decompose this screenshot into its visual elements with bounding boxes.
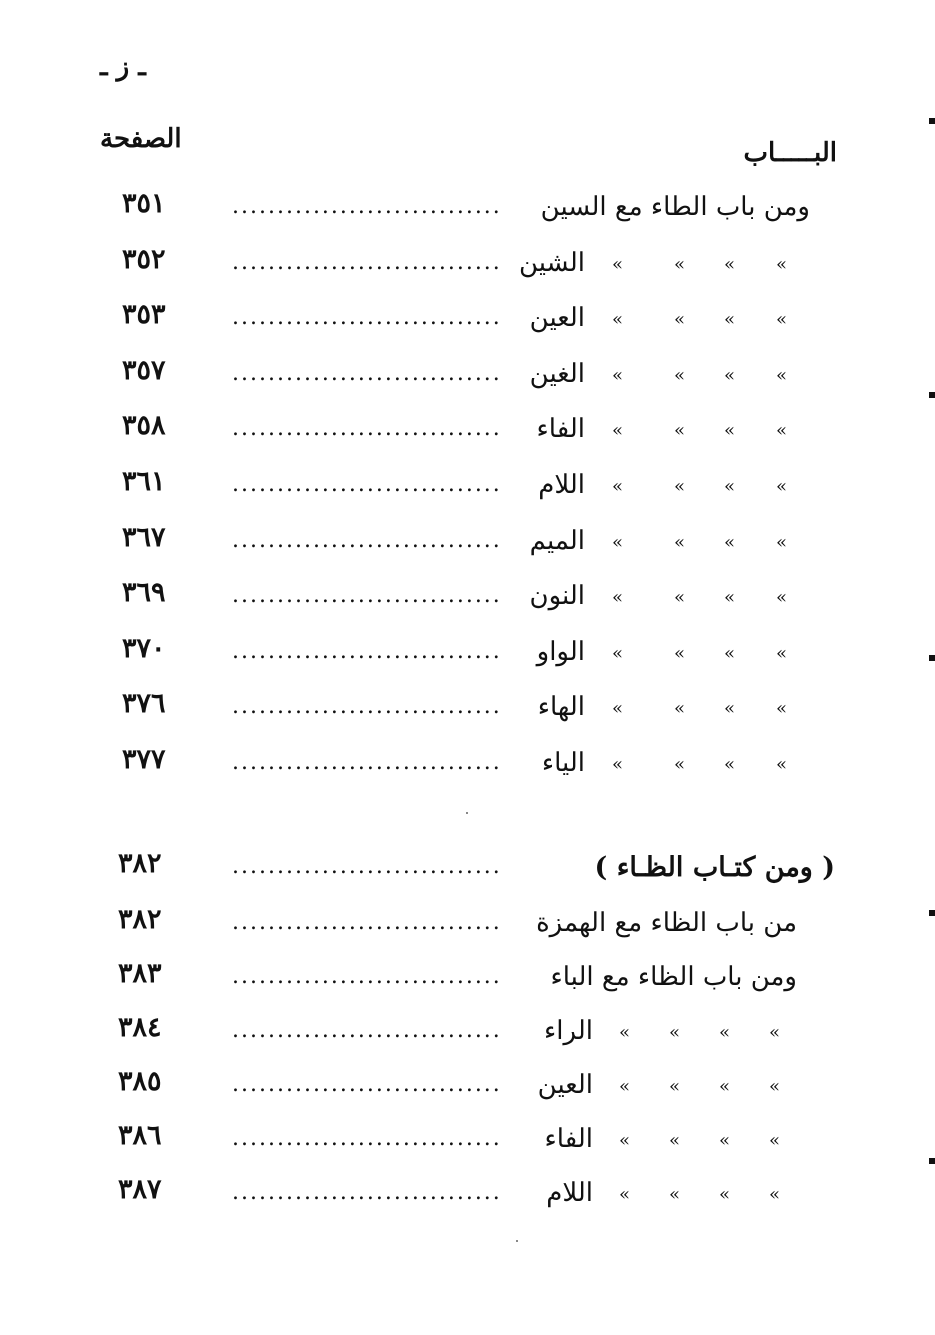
entry-title: النون [529, 581, 585, 612]
toc-row [0, 577, 935, 625]
ditto-mark: » [611, 476, 623, 497]
ditto-mark: » [775, 309, 787, 331]
ditto-mark: » [768, 1076, 780, 1097]
dot-leader: .............................. [232, 527, 502, 553]
ditto-mark: » [775, 642, 787, 664]
scan-speck [466, 812, 468, 814]
dot-leader: .............................. [232, 854, 502, 879]
page-marker: ـ ز ـ [100, 52, 146, 82]
scan-edge-mark [929, 1158, 935, 1164]
scan-edge-mark [929, 655, 935, 661]
ditto-mark: » [673, 754, 685, 775]
entry-page-number: ٣٨٦ [118, 1120, 162, 1151]
entry-title: الراء [544, 1016, 593, 1046]
ditto-mark: » [723, 642, 735, 664]
entry-page-number: ٣٥١ [122, 188, 166, 219]
ditto-mark: » [668, 1022, 680, 1043]
dot-leader: .............................. [232, 583, 502, 609]
toc-row [0, 1120, 935, 1168]
entry-page-number: ٣٥٨ [122, 410, 166, 442]
column-heading-page: الصفحة [100, 124, 182, 154]
toc-row [0, 243, 935, 292]
ditto-mark: » [673, 309, 685, 331]
ditto-mark: » [673, 420, 685, 442]
entry-title: الفاء [544, 1124, 593, 1154]
ditto-mark: » [775, 587, 787, 609]
toc-row [0, 410, 935, 458]
ditto-mark: » [723, 531, 735, 553]
ditto-mark: » [673, 476, 685, 497]
entry-page-number: ٣٨٥ [118, 1066, 162, 1097]
toc-row [0, 299, 935, 347]
ditto-mark: » [723, 309, 735, 331]
dot-leader: .............................. [232, 638, 502, 664]
ditto-mark: » [668, 1130, 680, 1151]
ditto-mark: » [723, 364, 735, 386]
ditto-mark: » [673, 364, 685, 386]
ditto-mark: » [775, 754, 787, 775]
scan-edge-mark [929, 118, 935, 124]
ditto-mark: » [723, 754, 735, 775]
entry-title: الياء [541, 748, 585, 778]
ditto-mark: » [611, 531, 623, 553]
entry-page-number: ٣٥٢ [122, 243, 166, 275]
entry-title: الميم [529, 525, 585, 556]
ditto-mark: » [718, 1076, 730, 1097]
ditto-mark: » [618, 1184, 630, 1205]
entry-title: ( ومن كتـاب الظـاء ) [594, 852, 835, 883]
toc-row [0, 1066, 935, 1114]
ditto-mark: » [723, 698, 735, 720]
entry-page-number: ٣٦٩ [122, 577, 166, 609]
toc-row [0, 848, 935, 896]
entry-page-number: ٣٨٢ [118, 848, 162, 879]
toc-row [0, 466, 935, 514]
toc-row [0, 904, 935, 952]
entry-page-number: ٣٨٤ [118, 1012, 162, 1043]
ditto-mark: » [618, 1076, 630, 1097]
toc-row [0, 958, 935, 1006]
ditto-mark: » [768, 1184, 780, 1205]
ditto-mark: » [673, 587, 685, 609]
ditto-mark: » [718, 1184, 730, 1205]
entry-title: الغين [529, 358, 585, 389]
dot-leader: .............................. [232, 360, 502, 386]
toc-row [0, 744, 935, 792]
toc-row [0, 688, 935, 736]
ditto-mark: » [611, 698, 623, 720]
entry-title: من باب الظاء مع الهمزة [536, 908, 797, 938]
ditto-mark: » [768, 1022, 780, 1043]
ditto-mark: » [723, 253, 735, 275]
ditto-mark: » [673, 253, 685, 275]
toc-row [0, 188, 935, 236]
ditto-mark: » [723, 420, 735, 442]
ditto-mark: » [668, 1184, 680, 1205]
ditto-mark: » [673, 642, 685, 664]
dot-leader: .............................. [232, 1072, 502, 1097]
ditto-mark: » [611, 420, 623, 442]
column-heading-chapter: البـــــاب [743, 138, 837, 168]
ditto-mark: » [775, 253, 787, 275]
ditto-mark: » [775, 420, 787, 442]
ditto-mark: » [723, 587, 735, 609]
ditto-mark: » [611, 364, 623, 386]
entry-page-number: ٣٧٧ [122, 744, 166, 775]
entry-title: الفاء [536, 414, 585, 445]
ditto-mark: » [723, 476, 735, 497]
dot-leader: .............................. [232, 249, 502, 275]
ditto-mark: » [718, 1022, 730, 1043]
ditto-mark: » [611, 587, 623, 609]
entry-page-number: ٣٦٧ [122, 521, 166, 553]
scan-speck [516, 1240, 518, 1242]
dot-leader: .............................. [232, 750, 502, 775]
entry-title: ومن باب الطاء مع السين [540, 192, 810, 222]
entry-title: الشين [519, 247, 585, 278]
ditto-mark: » [775, 698, 787, 720]
entry-page-number: ٣٨٧ [118, 1174, 162, 1205]
dot-leader: .............................. [232, 910, 502, 935]
dot-leader: .............................. [232, 694, 502, 720]
scan-edge-mark [929, 910, 935, 916]
ditto-mark: » [611, 754, 623, 775]
ditto-mark: » [673, 698, 685, 720]
ditto-mark: » [618, 1130, 630, 1151]
ditto-mark: » [775, 476, 787, 497]
ditto-mark: » [673, 531, 685, 553]
ditto-mark: » [768, 1130, 780, 1151]
ditto-mark: » [611, 309, 623, 331]
dot-leader: .............................. [232, 1018, 502, 1043]
entry-title: الهاء [537, 692, 585, 723]
toc-row [0, 354, 935, 403]
ditto-mark: » [611, 253, 623, 275]
dot-leader: .............................. [232, 964, 502, 989]
entry-title: اللام [546, 1178, 593, 1208]
ditto-mark: » [775, 364, 787, 386]
entry-title: العين [529, 303, 585, 334]
entry-page-number: ٣٨٣ [118, 958, 162, 989]
entry-title: ومن باب الظاء مع الباء [550, 962, 797, 992]
entry-page-number: ٣٧٦ [122, 688, 166, 720]
ditto-mark: » [668, 1076, 680, 1097]
toc-row [0, 1012, 935, 1060]
ditto-mark: » [618, 1022, 630, 1043]
ditto-mark: » [718, 1130, 730, 1151]
dot-leader: .............................. [232, 305, 502, 331]
toc-row [0, 632, 935, 681]
scan-edge-mark [929, 392, 935, 398]
entry-title: العين [537, 1070, 593, 1100]
entry-page-number: ٣٥٣ [122, 299, 166, 331]
entry-title: اللام [538, 470, 585, 500]
dot-leader: .............................. [232, 472, 502, 497]
dot-leader: .............................. [232, 416, 502, 442]
dot-leader: .............................. [232, 194, 502, 219]
entry-title: الواو [536, 636, 585, 667]
entry-page-number: ٣٨٢ [118, 904, 162, 935]
dot-leader: .............................. [232, 1126, 502, 1151]
entry-page-number: ٣٥٧ [122, 354, 166, 386]
toc-row [0, 1174, 935, 1222]
ditto-mark: » [611, 642, 623, 664]
entry-page-number: ٣٦١ [122, 466, 166, 497]
entry-page-number: ٣٧٠ [122, 632, 166, 664]
toc-row [0, 521, 935, 570]
ditto-mark: » [775, 531, 787, 553]
dot-leader: .............................. [232, 1180, 502, 1205]
